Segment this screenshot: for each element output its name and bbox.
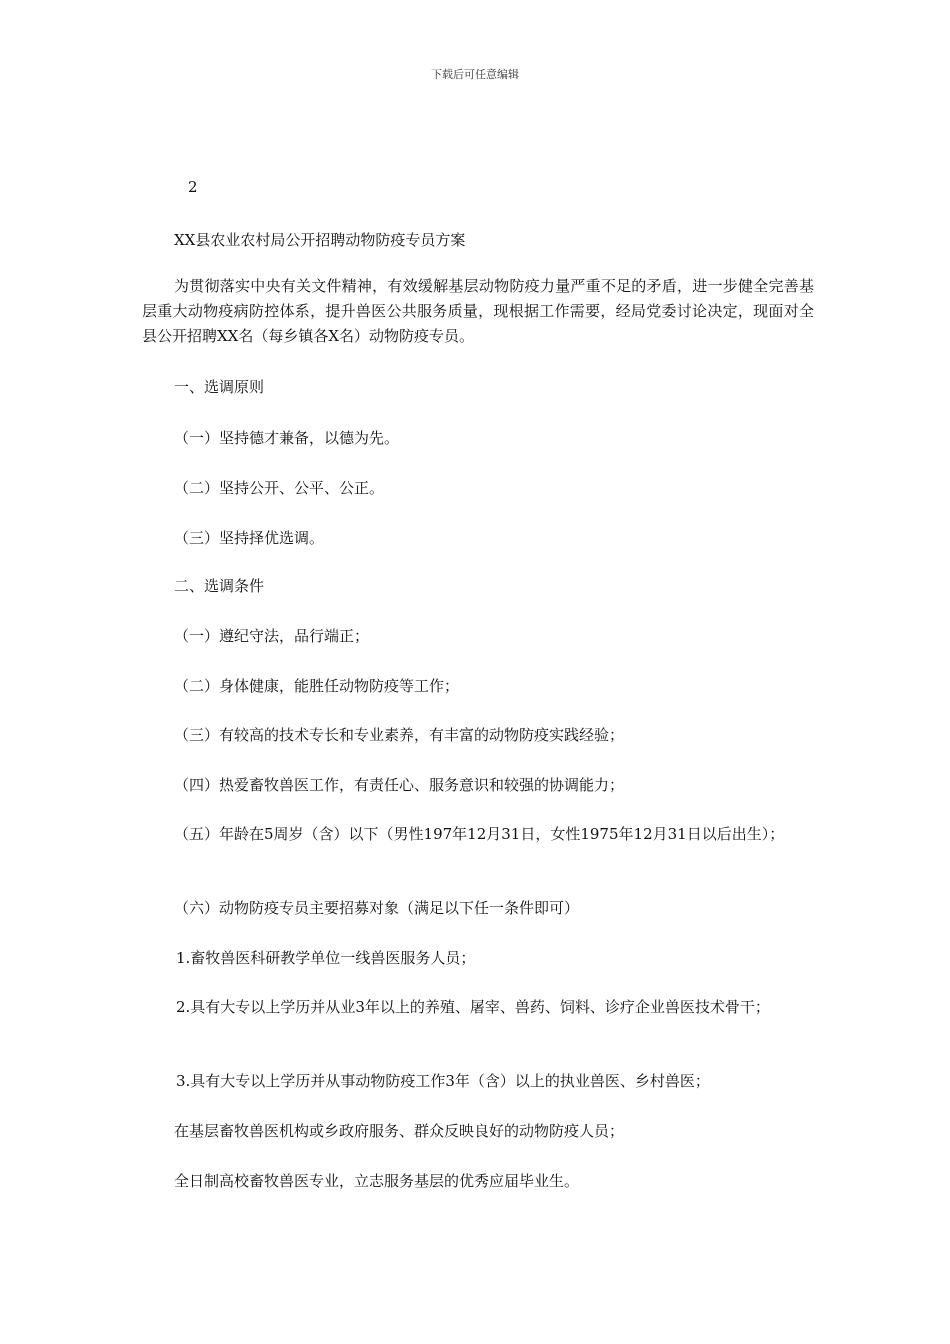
- recruit-sub-item-1: 1.畜牧兽医科研教学单位一线兽医服务人员；: [176, 949, 476, 967]
- principle-item-3: （三）坚持择优选调。: [174, 529, 325, 547]
- condition-item-2: （二）身体健康，能胜任动物防疫等工作；: [174, 677, 460, 695]
- header-note: 下载后可任意编辑: [431, 68, 519, 81]
- recruit-sub-item-2: 2.具有大专以上学历并从业3年以上的养殖、屠宰、兽药、饲料、诊疗企业兽医技术骨干；: [176, 998, 770, 1016]
- section-heading-conditions: 二、选调条件: [174, 577, 265, 595]
- condition-item-4: （四）热爱畜牧兽医工作，有责任心、服务意识和较强的协调能力；: [174, 776, 625, 794]
- condition-item-3: （三）有较高的技术专长和专业素养，有丰富的动物防疫实践经验；: [174, 726, 625, 744]
- recruit-sub-item-4: 在基层畜牧兽医机构或乡政府服务、群众反映良好的动物防疫人员；: [174, 1122, 625, 1140]
- condition-item-age: （五）年龄在5周岁（含）以下（男性197年12月31日，女性1975年12月31日以后出生）；: [174, 825, 785, 843]
- principle-item-2: （二）坚持公开、公平、公正。: [174, 479, 385, 497]
- recruit-sub-item-5: 全日制高校畜牧兽医专业，立志服务基层的优秀应届毕业生。: [174, 1172, 580, 1190]
- section-heading-principles: 一、选调原则: [174, 378, 265, 396]
- principle-item-1: （一）坚持德才兼备，以德为先。: [174, 429, 400, 447]
- document-title: XX县农业农村局公开招聘动物防疫专员方案: [174, 231, 466, 249]
- intro-paragraph: 为贯彻落实中央有关文件精神，有效缓解基层动物防疫力量严重不足的矛盾，进一步健全完善基层重大动物疫病防控体系，提升兽医公共服务质量，现根据工作需要，经局党委讨论决定，现面对全县公开招聘XX名（每乡镇各X名）动物防疫专员。: [142, 277, 814, 345]
- condition-item-6: （六）动物防疫专员主要招募对象（满足以下任一条件即可）: [174, 899, 580, 917]
- page-number: 2: [188, 178, 198, 196]
- condition-item-1: （一）遵纪守法，品行端正；: [174, 627, 370, 645]
- recruit-sub-item-3: 3.具有大专以上学历并从事动物防疫工作3年（含）以上的执业兽医、乡村兽医；: [176, 1072, 710, 1090]
